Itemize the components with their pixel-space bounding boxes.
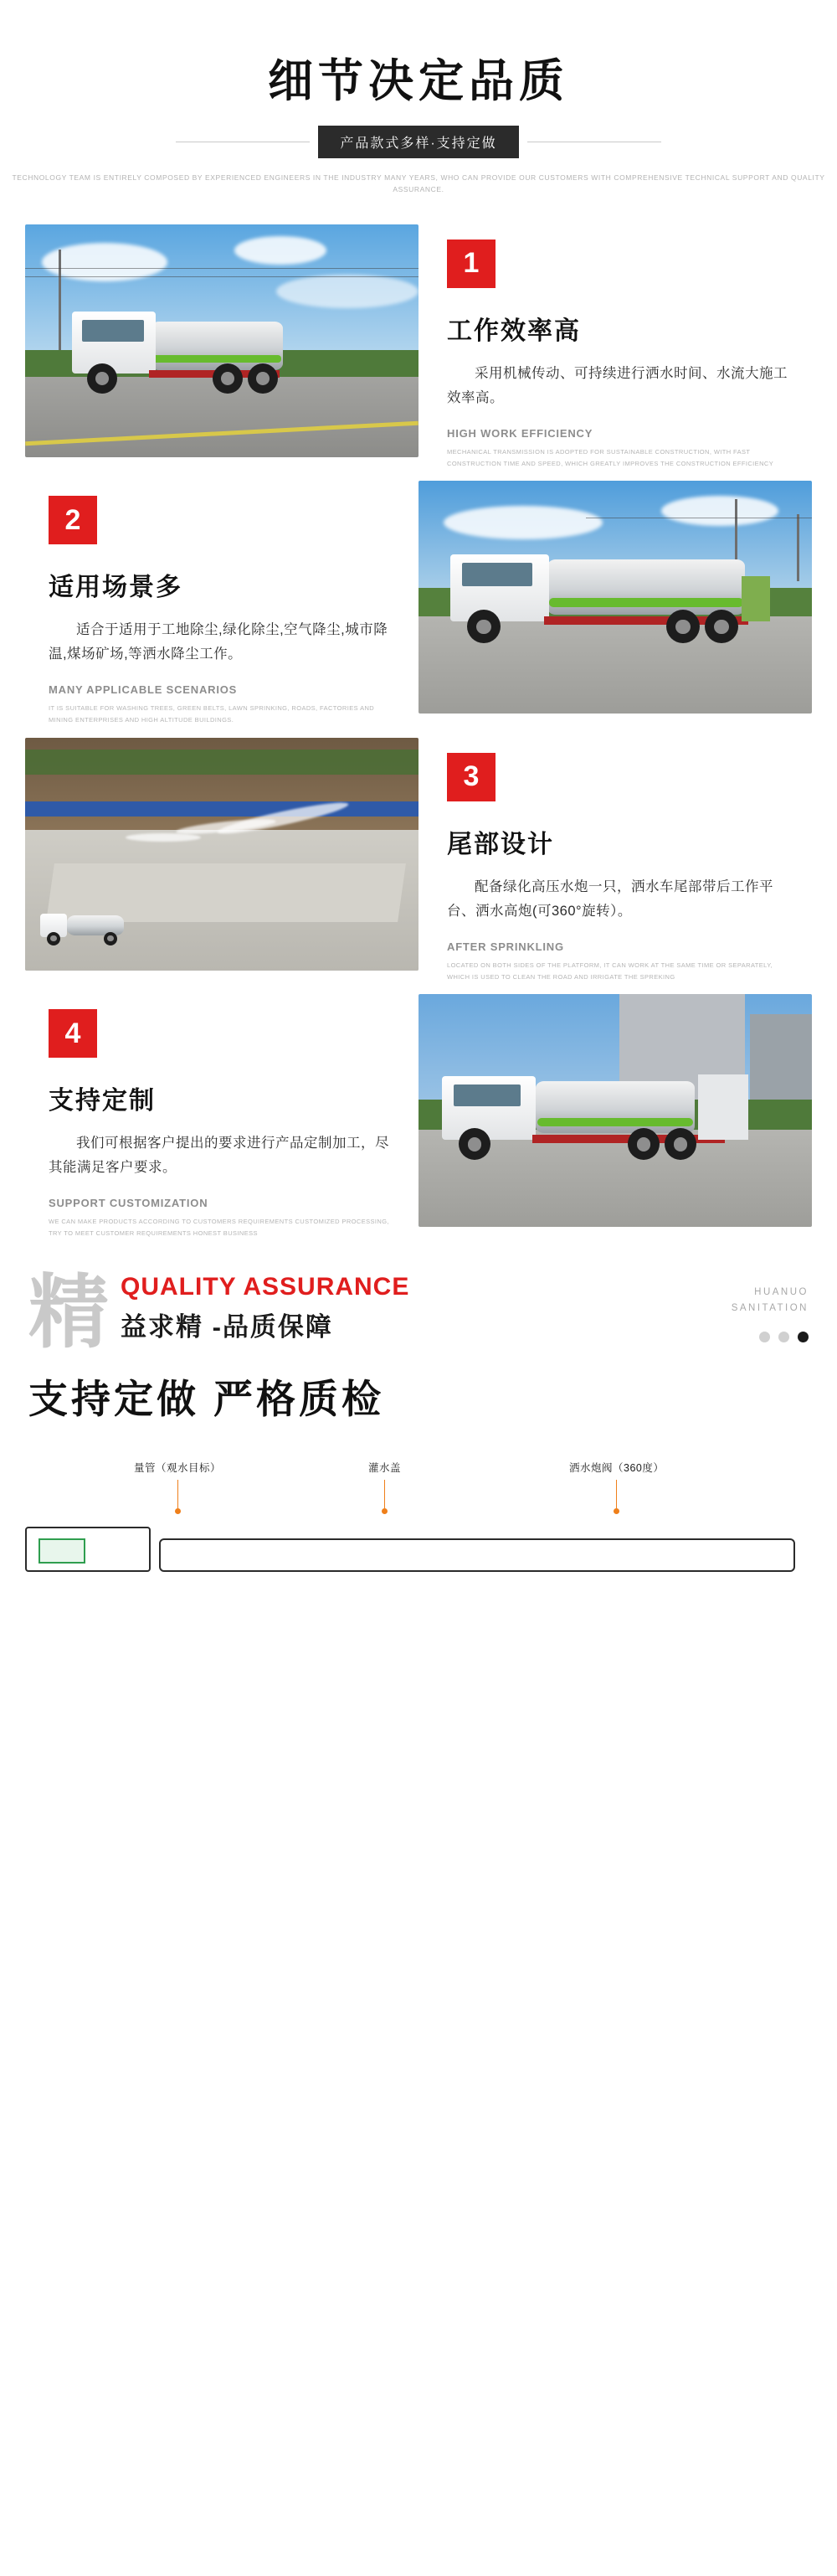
page-title: 细节决定品质 — [268, 56, 569, 106]
brand-name: HUANUO — [754, 1286, 809, 1297]
carousel-dot-2[interactable] — [778, 1332, 789, 1342]
feature-photo-1 — [25, 224, 418, 457]
feature-block-2 — [0, 481, 837, 726]
feature-desc-3: 配备绿化高压水炮一只，洒水车尾部带后工作平台、洒水高炮(可360°旋转）。 — [447, 878, 773, 919]
feature-block-1 — [0, 224, 837, 470]
feature-en-desc-3: LOCATED ON BOTH SIDES OF THE PLATFORM, IT CAN WORK AT THE SAME TIME OR SEPARATELY, WHICH IS USED TO CLEAN THE ROAD AND IRRIGATE THE SPREKING — [447, 961, 773, 981]
feature-photo-2 — [418, 481, 812, 714]
feature-title-1: 工作效率高 — [447, 317, 581, 345]
diagram-callout-label-2: 灌水盖 — [368, 1461, 402, 1474]
feature-block-3 — [0, 738, 837, 983]
feature-number-1: 1 — [447, 240, 496, 288]
feature-number-4: 4 — [49, 1009, 97, 1058]
header-badge: 产品款式多样·支持定做 — [318, 126, 518, 158]
diagram-callout-dot-1 — [175, 1508, 181, 1514]
quality-en-title: QUALITY ASSURANCE — [121, 1272, 410, 1301]
diagram-callout-2 — [368, 1460, 401, 1514]
header-badge-row — [0, 126, 837, 158]
feature-en-desc-1: MECHANICAL TRANSMISSION IS ADOPTED FOR SUSTAINABLE CONSTRUCTION, WITH FAST CONSTRUCTION TIME AND SPEED, WHICH GREATLY IMPROVES THE CONSTRUCTION EFFICIENCY — [447, 447, 774, 467]
diagram-callout-stem-2 — [384, 1480, 385, 1508]
feature-en-title-4: SUPPORT CUSTOMIZATION — [49, 1197, 208, 1210]
quality-cn-line: 益求精 -品质保障 — [121, 1311, 333, 1342]
quality-big-char: 精 — [28, 1268, 109, 1358]
diagram-callout-dot-2 — [382, 1508, 388, 1514]
carousel-dots[interactable] — [759, 1332, 809, 1342]
feature-en-title-1: HIGH WORK EFFICIENCY — [447, 426, 593, 440]
diagram-callout-3 — [569, 1460, 664, 1514]
carousel-dot-3[interactable] — [798, 1332, 809, 1342]
feature-en-desc-4: WE CAN MAKE PRODUCTS ACCORDING TO CUSTOMERS REQUIREMENTS CUSTOMIZED PROCESSING, TRY TO MEET CUSTOMER REQUIREMENTS HONEST BUSINESS — [49, 1218, 389, 1237]
diagram-callout-label-3: 洒水炮阀（360度） — [569, 1461, 665, 1474]
feature-text-1 — [418, 224, 812, 470]
feature-desc-1: 采用机械传动、可持续进行洒水时间、水流大施工效率高。 — [447, 365, 788, 405]
carousel-dot-1[interactable] — [759, 1332, 770, 1342]
header-subtitle-en: TECHNOLOGY TEAM IS ENTIRELY COMPOSED BY EXPERIENCED ENGINEERS IN THE INDUSTRY MANY YEARS, WHO CAN PROVIDE OUR CUSTOMERS WITH COMPREHENSIVE TECHNICAL SUPPORT AND QUALITY ASSURANCE. — [12, 173, 825, 194]
feature-en-title-2: MANY APPLICABLE SCENARIOS — [49, 683, 238, 697]
truck-diagram — [0, 1455, 837, 1572]
feature-title-4: 支持定制 — [49, 1087, 156, 1115]
feature-text-4 — [25, 994, 418, 1239]
quality-assurance-section — [0, 1251, 837, 1433]
diagram-callout-dot-3 — [614, 1508, 619, 1514]
brand-mark — [732, 1285, 809, 1317]
feature-number-2: 2 — [49, 496, 97, 544]
page-header — [0, 0, 837, 224]
diagram-callout-stem-3 — [616, 1480, 617, 1508]
feature-text-2 — [25, 481, 418, 726]
feature-en-desc-2: IT IS SUITABLE FOR WASHING TREES, GREEN BELTS, LAWN SPRINKING, ROADS, FACTORIES AND MINING ENTERPRISES AND HIGH ALTITUDE BUILDINGS. — [49, 704, 375, 724]
feature-desc-4: 我们可根据客户提出的要求进行产品定制加工，尽其能满足客户要求。 — [49, 1136, 389, 1176]
diagram-truck-outline — [25, 1520, 812, 1572]
feature-title-3: 尾部设计 — [447, 830, 554, 858]
feature-number-3: 3 — [447, 753, 496, 801]
feature-en-title-3: AFTER SPRINKLING — [447, 940, 564, 953]
diagram-callout-1 — [134, 1460, 221, 1514]
quality-headline: 支持定做 严格质检 — [28, 1376, 385, 1421]
diagram-callout-label-1: 量管（观水目标） — [134, 1461, 222, 1474]
feature-desc-2: 适合于适用于工地除尘,绿化除尘,空气降尘,城市降温,煤场矿场,等洒水降尘工作。 — [49, 622, 388, 662]
feature-photo-3 — [25, 738, 418, 971]
feature-photo-4 — [418, 994, 812, 1227]
feature-title-2: 适用场景多 — [49, 574, 182, 602]
brand-category: SANITATION — [731, 1303, 809, 1314]
feature-block-4 — [0, 994, 837, 1239]
feature-text-3 — [418, 738, 812, 983]
diagram-callout-stem-1 — [177, 1480, 178, 1508]
